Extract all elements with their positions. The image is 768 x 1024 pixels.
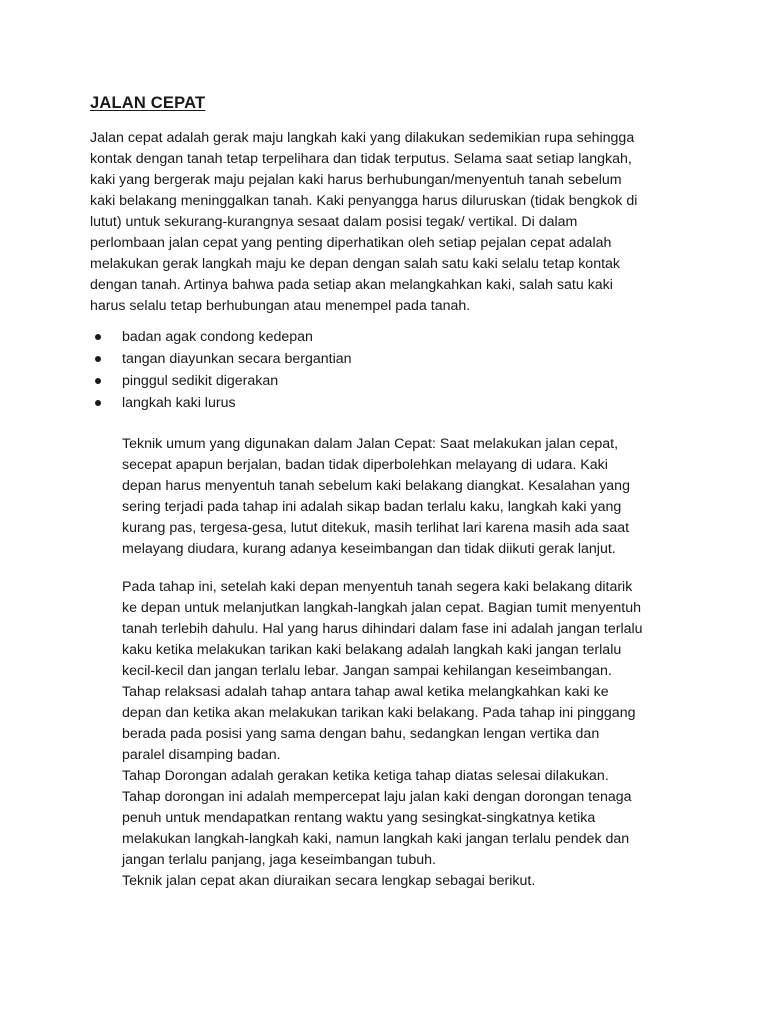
bullet-text: langkah kaki lurus bbox=[122, 395, 236, 411]
list-item bbox=[90, 370, 352, 392]
tahap-paragraph: Pada tahap ini, setelah kaki depan menyentuh tanah segera kaki belakang ditarik ke depan untuk melanjutkan langkah-langkah jalan cepat. Bagian tumit menyentuh tanah terlebih dahulu. Hal yang harus dihindari dalam fase ini adalah jangan terlalu kaku ketika melakukan tarikan kaki belakang adalah langkah kaki jangan terlalu kecil-kecil dan jangan terlalu lebar. Jangan sampai kehilangan keseimbangan. Tahap relaksasi adalah tahap antara tahap awal ketika melangkahkan kaki ke depan dan ketika akan melakukan tarikan kaki belakang. Pada tahap ini pinggang berada pada posisi yang sama dengan bahu, sedangkan lengan vertika dan paralel disamping badan. Tahap Dorongan adalah gerakan ketika ketiga tahap diatas selesai dilakukan. Tahap dorongan ini adalah mempercepat laju jalan kaki dengan dorongan tenaga penuh untuk mendapatkan rentang waktu yang sesingkat-singkatnya ketika melakukan langkah-langkah kaki, namun langkah kaki jangan terlalu pendek dan jangan terlalu panjang, jaga keseimbangan tubuh. Teknik jalan cepat akan diuraikan secara lengkap sebagai berikut. bbox=[122, 579, 643, 889]
bullet-text: tangan diayunkan secara bergantian bbox=[122, 351, 352, 367]
intro-paragraph: Jalan cepat adalah gerak maju langkah kaki yang dilakukan sedemikian rupa sehingga kontak dengan tanah tetap terpelihara dan tidak terputus. Selama saat setiap langkah, kaki yang bergerak maju pejalan kaki harus berhubungan/menyentuh tanah sebelum kaki belakang meninggalkan tanah. Kaki penyangga harus diluruskan (tidak bengkok di lutut) untuk sekurang-kurangnya sesaat dalam posisi tegak/ vertikal. Di dalam perlombaan jalan cepat yang penting diperhatikan oleh setiap pejalan cepat adalah melakukan gerak langkah maju ke depan dengan salah satu kaki selalu tetap kontak dengan tanah. Artinya bahwa pada setiap akan melangkahkan kaki, salah satu kaki harus selalu tetap berhubungan atau menempel pada tanah. bbox=[90, 130, 638, 314]
bullet-icon bbox=[95, 400, 101, 406]
bullet-icon bbox=[95, 356, 101, 362]
list-item bbox=[90, 348, 352, 370]
bullet-text: badan agak condong kedepan bbox=[122, 329, 313, 345]
document-title: JALAN CEPAT bbox=[90, 94, 206, 112]
bullet-list bbox=[90, 326, 352, 414]
list-item bbox=[90, 326, 352, 348]
bullet-icon bbox=[95, 378, 101, 384]
bullet-text: pinggul sedikit digerakan bbox=[122, 373, 279, 389]
bullet-icon bbox=[95, 334, 101, 340]
teknik-paragraph: Teknik umum yang digunakan dalam Jalan Cepat: Saat melakukan jalan cepat, secepat apapun berjalan, badan tidak diperbolehkan melayang di udara. Kaki depan harus menyentuh tanah sebelum kaki belakang diangkat. Kesalahan yang sering terjadi pada tahap ini adalah sikap badan terlalu kaku, langkah kaki yang kurang pas, tergesa-gesa, lutut ditekuk, masih terlihat lari karena masih ada saat melayang diudara, kurang adanya keseimbangan dan tidak diikuti gerak lanjut. bbox=[122, 436, 630, 557]
list-item bbox=[90, 392, 352, 414]
